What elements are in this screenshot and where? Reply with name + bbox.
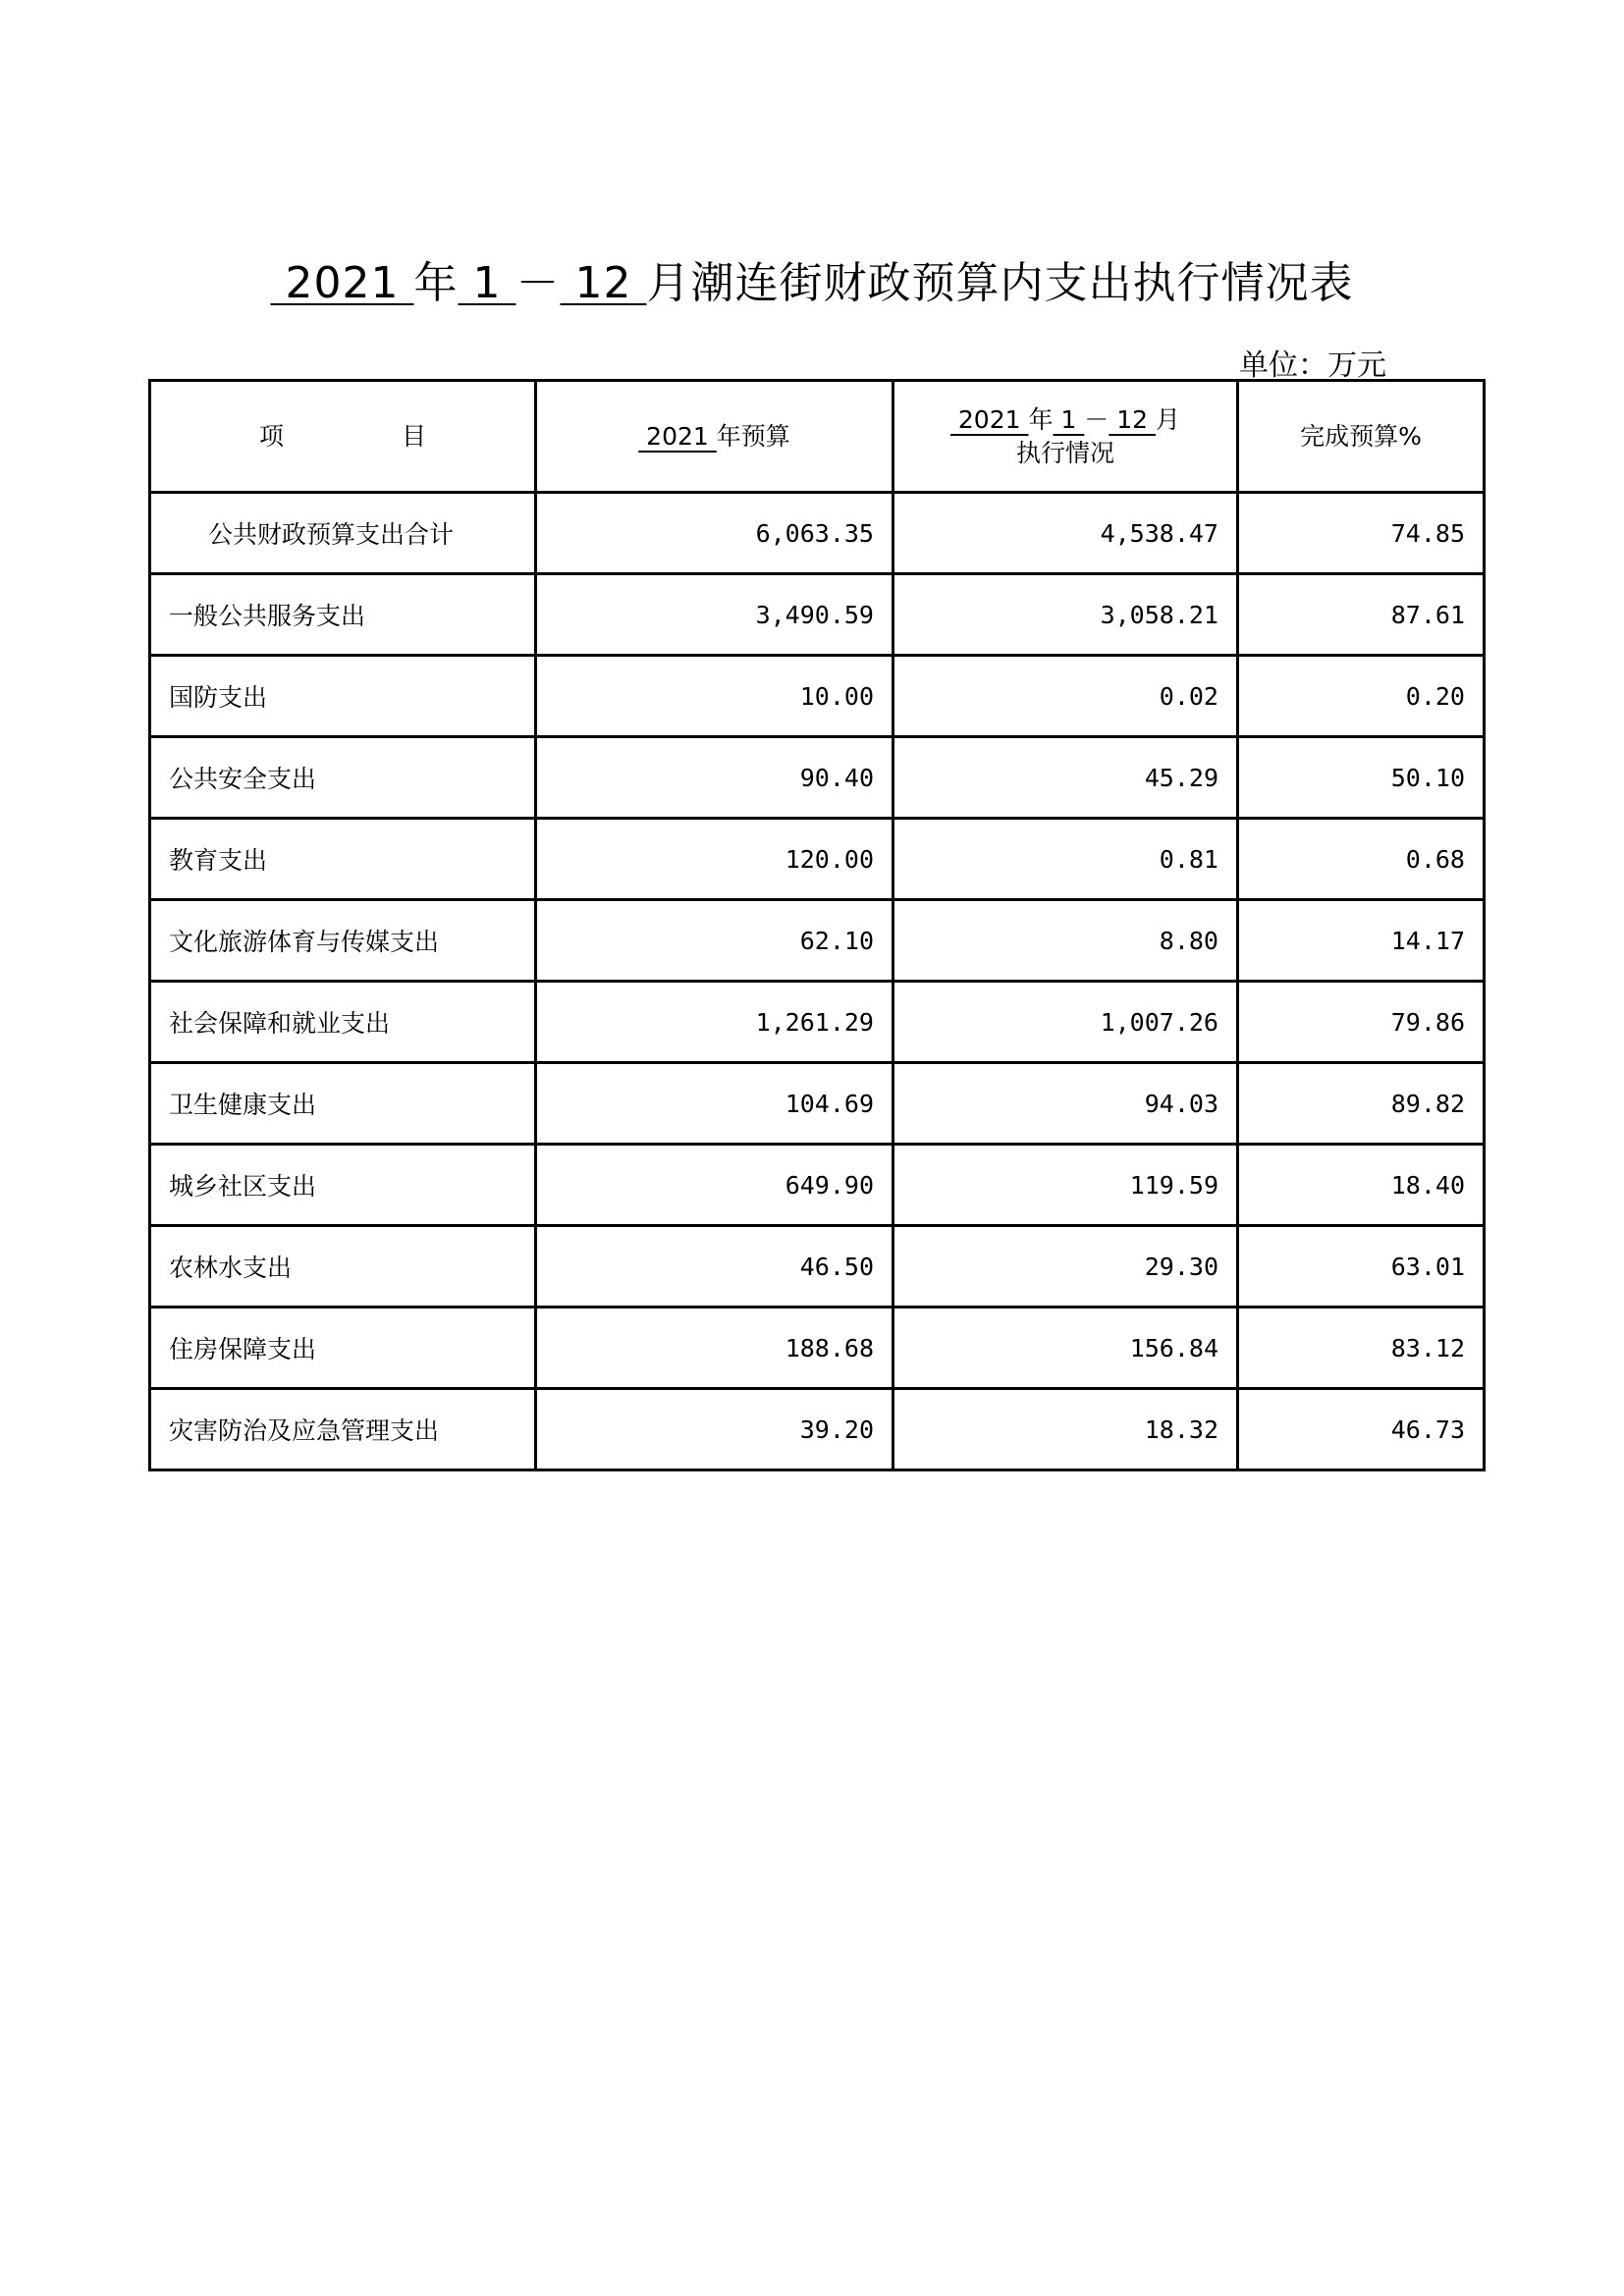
table-row (150, 982, 1485, 1063)
row-percent-cell: 18.40 (1238, 1145, 1485, 1226)
table-row (150, 1063, 1485, 1145)
row-name-cell: 灾害防治及应急管理支出 (150, 1389, 536, 1470)
row-budget-cell: 39.20 (536, 1389, 893, 1470)
row-budget-cell: 188.68 (536, 1308, 893, 1389)
row-executed-cell: 0.81 (893, 819, 1238, 900)
header-budget: 2021 年预算 (536, 381, 893, 493)
row-budget-cell: 3,490.59 (536, 574, 893, 656)
table-row (150, 1226, 1485, 1308)
table-row (150, 900, 1485, 982)
row-percent-cell: 83.12 (1238, 1308, 1485, 1389)
row-executed-cell: 3,058.21 (893, 574, 1238, 656)
row-executed-cell: 94.03 (893, 1063, 1238, 1145)
title-month-start: 1 (472, 258, 502, 308)
row-name-cell: 社会保障和就业支出 (150, 982, 536, 1063)
row-budget-cell: 1,261.29 (536, 982, 893, 1063)
table-row (150, 1145, 1485, 1226)
table-row (150, 1389, 1485, 1470)
table-row (150, 1308, 1485, 1389)
row-percent-cell: 63.01 (1238, 1226, 1485, 1308)
row-percent-cell: 89.82 (1238, 1063, 1485, 1145)
row-percent-cell: 0.68 (1238, 819, 1485, 900)
row-executed-cell: 29.30 (893, 1226, 1238, 1308)
title-month-end: 12 (574, 258, 632, 308)
table-row (150, 737, 1485, 819)
row-name-cell: 国防支出 (150, 656, 536, 737)
row-percent-cell: 50.10 (1238, 737, 1485, 819)
row-budget-cell: 649.90 (536, 1145, 893, 1226)
row-executed-cell: 8.80 (893, 900, 1238, 982)
budget-table (148, 379, 1486, 1471)
row-budget-cell: 90.40 (536, 737, 893, 819)
row-percent-cell: 79.86 (1238, 982, 1485, 1063)
row-name-cell: 城乡社区支出 (150, 1145, 536, 1226)
row-executed-cell: 0.02 (893, 656, 1238, 737)
row-executed-cell: 45.29 (893, 737, 1238, 819)
row-name-cell: 文化旅游体育与传媒支出 (150, 900, 536, 982)
row-budget-cell: 104.69 (536, 1063, 893, 1145)
row-budget-cell: 6,063.35 (536, 493, 893, 574)
row-name-cell: 一般公共服务支出 (150, 574, 536, 656)
row-name-cell: 公共财政预算支出合计 (150, 493, 536, 574)
title-rest: 月潮连街财政预算内支出执行情况表 (646, 258, 1354, 308)
header-executed: 2021 年 1 － 12 月 执行情况 (893, 381, 1238, 493)
row-name-cell: 公共安全支出 (150, 737, 536, 819)
row-percent-cell: 87.61 (1238, 574, 1485, 656)
row-executed-cell: 1,007.26 (893, 982, 1238, 1063)
row-executed-cell: 4,538.47 (893, 493, 1238, 574)
row-name-cell: 农林水支出 (150, 1226, 536, 1308)
row-name-cell: 卫生健康支出 (150, 1063, 536, 1145)
row-executed-cell: 18.32 (893, 1389, 1238, 1470)
row-name-cell: 住房保障支出 (150, 1308, 536, 1389)
row-name-cell: 教育支出 (150, 819, 536, 900)
row-percent-cell: 46.73 (1238, 1389, 1485, 1470)
row-budget-cell: 62.10 (536, 900, 893, 982)
title-year: 2021 (285, 258, 400, 308)
header-item: 项 目 (150, 381, 536, 493)
row-percent-cell: 0.20 (1238, 656, 1485, 737)
table-row (150, 493, 1485, 574)
table-row (150, 819, 1485, 900)
row-budget-cell: 46.50 (536, 1226, 893, 1308)
row-percent-cell: 74.85 (1238, 493, 1485, 574)
row-executed-cell: 156.84 (893, 1308, 1238, 1389)
table-row (150, 574, 1485, 656)
unit-label: 单位：万元 (1239, 348, 1386, 383)
title-dash: － (515, 258, 561, 308)
row-budget-cell: 120.00 (536, 819, 893, 900)
table-header-row (150, 381, 1485, 493)
title-year-suffix: 年 (413, 258, 459, 308)
header-completion: 完成预算% (1238, 381, 1485, 493)
row-executed-cell: 119.59 (893, 1145, 1238, 1226)
page-title (0, 247, 1624, 310)
row-budget-cell: 10.00 (536, 656, 893, 737)
row-percent-cell: 14.17 (1238, 900, 1485, 982)
table-row (150, 656, 1485, 737)
